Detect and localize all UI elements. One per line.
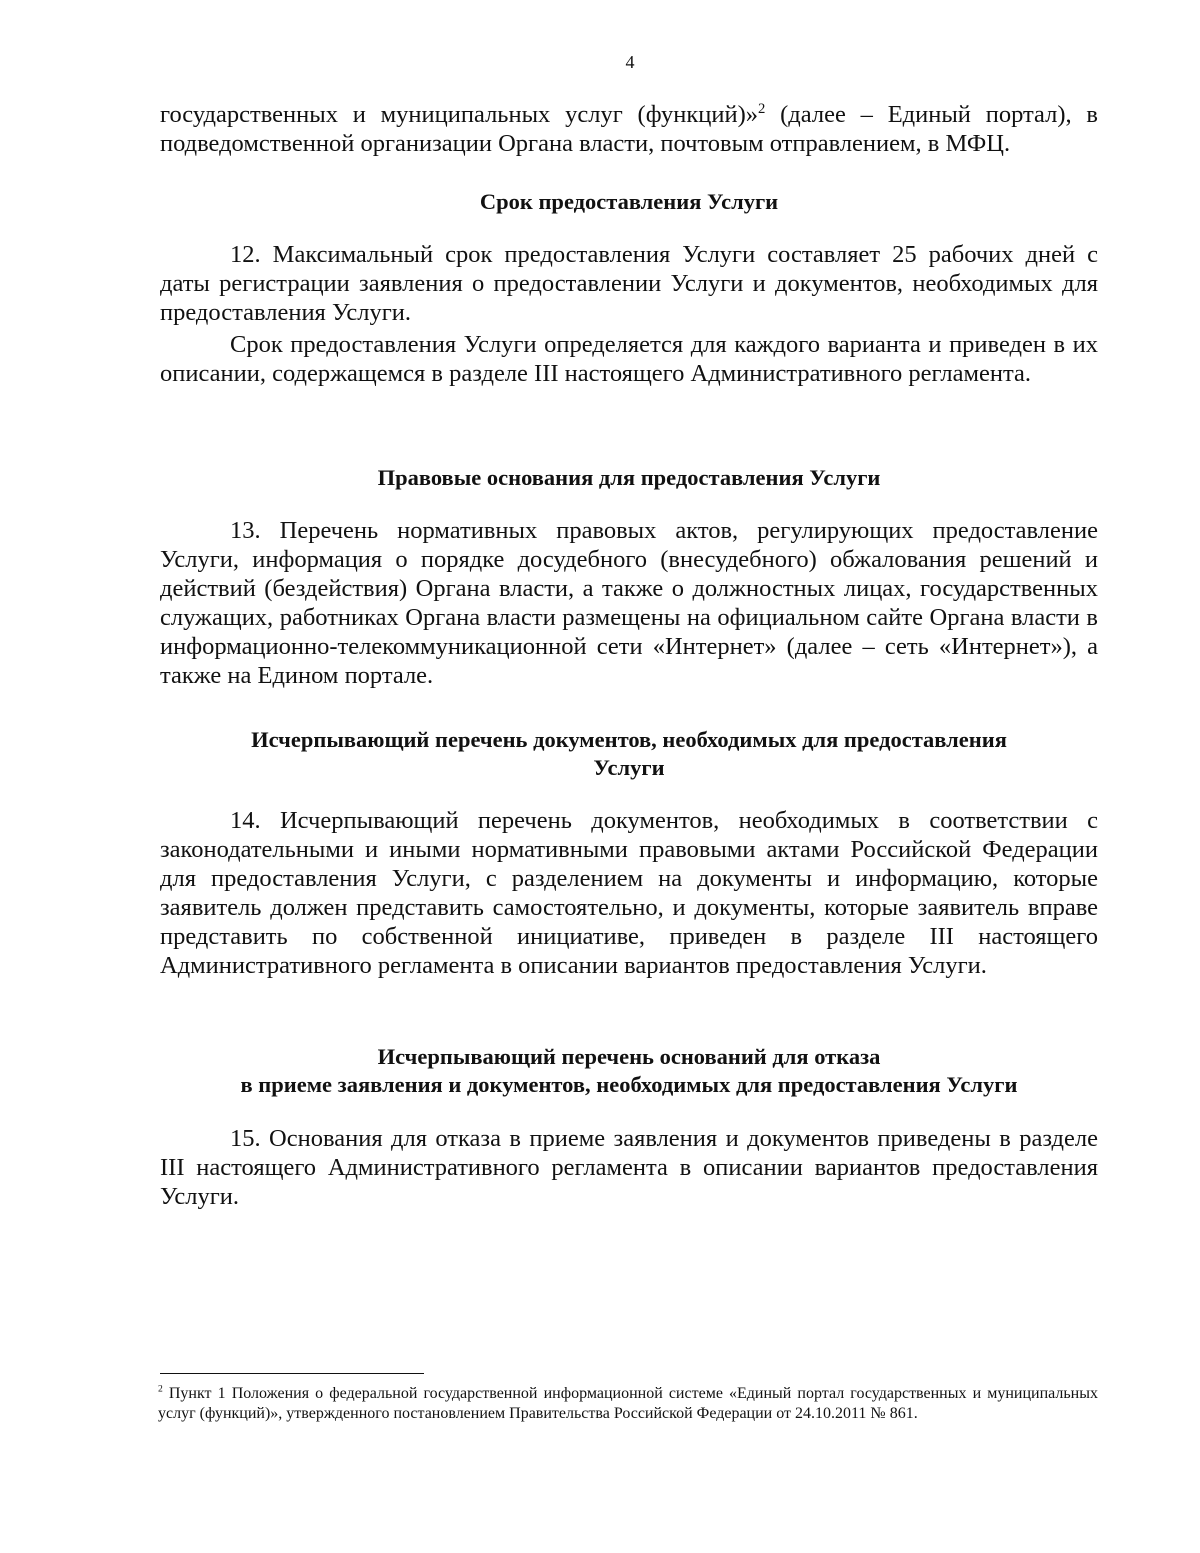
section-documents-body [160,806,1098,980]
section-documents [160,726,1098,782]
section-heading-refusal [160,1043,1098,1099]
section-heading-term: Срок предоставления Услуги [479,189,779,214]
footnote-reference: 2 [758,100,766,117]
section-legal-body [160,516,1098,690]
section-refusal-body [160,1124,1098,1211]
footnote [158,1384,1098,1424]
paragraph-12b: Срок предоставления Услуги определяется для каждого варианта и приведен в их описании, содержащемся в разделе III настоящего Административного регламента. [160,331,1098,387]
page-number: 4 [625,52,635,72]
paragraph-12: 12. Максимальный срок предоставления Услуги составляет 25 рабочих дней с даты регистрации заявления о предоставлении Услуги и документов, необходимых для предоставления Услуги. [160,241,1098,326]
section-refusal [160,1043,1098,1099]
intro-text-after-ref: (далее – Единый портал), в подведомственной организации Органа власти, почтовым отправлением, в МФЦ. [160,101,1098,157]
intro-text-before-ref: государственных и муниципальных услуг (функций)» [160,101,758,128]
section-heading-refusal-line1: Исчерпывающий перечень оснований для отказа [377,1044,881,1069]
section-heading-refusal-line2: в приеме заявления и документов, необходимых для предоставления Услуги [240,1072,1018,1097]
paragraph-13: 13. Перечень нормативных правовых актов, регулирующих предоставление Услуги, информация о порядке досудебного (внесудебного) обжалования решений и действий (бездействия) Органа власти, а также о должностных лицах, государственных служащих, работниках Органа власти размещены на официальном сайте Органа власти в информационно-телекоммуникационной сети «Интернет» (далее – сеть «Интернет»), а также на Едином портале. [160,517,1098,689]
section-heading-documents [160,726,1098,782]
paragraph-14: 14. Исчерпывающий перечень документов, необходимых в соответствии с законодательными и иными нормативными правовыми актами Российской Федерации для предоставления Услуги, с разделением на документы и информацию, которые заявитель должен представить самостоятельно, и документы, которые заявитель вправе представить по собственной инициативе, приведен в разделе III настоящего Административного регламента в описании вариантов предоставления Услуги. [160,807,1098,979]
paragraph-15: 15. Основания для отказа в приеме заявления и документов приведены в разделе III настоящего Административного регламента в описании вариантов предоставления Услуги. [160,1125,1098,1210]
section-term-body [160,240,1098,388]
intro-paragraph [160,100,1098,158]
footnote-marker: 2 [158,1383,163,1395]
section-heading-legal: Правовые основания для предоставления Услуги [377,465,881,490]
footnote-separator [160,1373,424,1374]
section-heading-documents-line2: Услуги [593,755,665,780]
intro-block [160,100,1098,158]
footnote-text: Пункт 1 Положения о федеральной государственной информационной системе «Единый портал государственных и муниципальных услуг (функций)», утвержденного постановлением Правительства Российской Федерации от 24.10.2011 № 861. [158,1385,1098,1422]
section-term [160,188,1098,216]
section-heading-documents-line1: Исчерпывающий перечень документов, необходимых для предоставления [251,727,1007,752]
section-legal [160,464,1098,492]
